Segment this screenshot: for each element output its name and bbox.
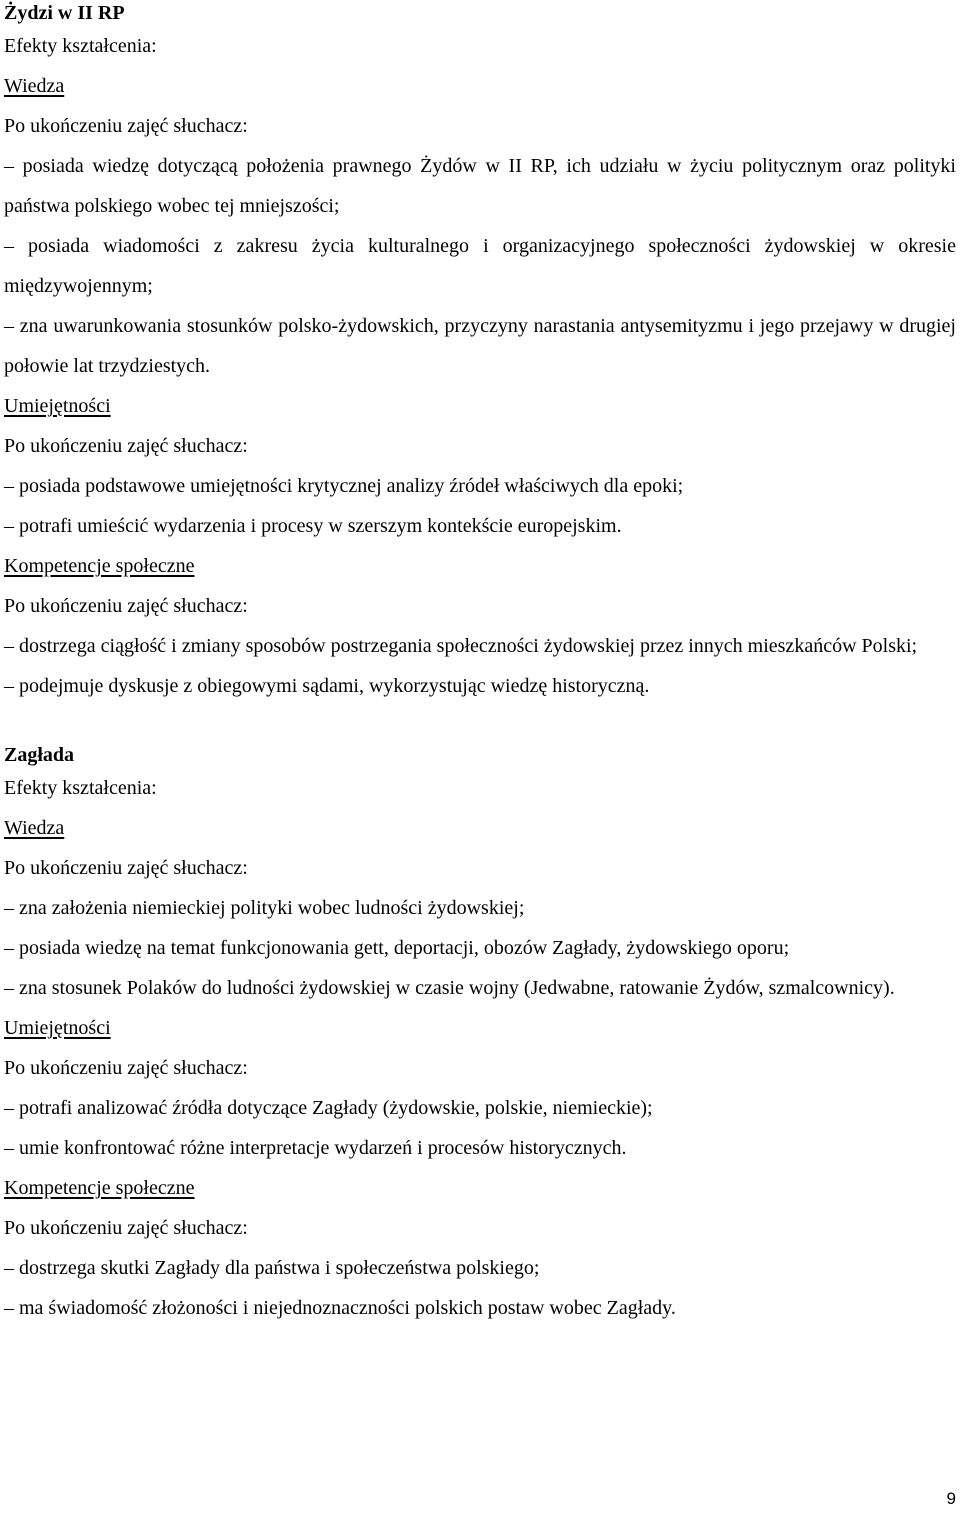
- list-item: – podejmuje dyskusje z obiegowymi sądami, wykorzystując wiedzę historyczną.: [4, 675, 650, 697]
- list-item: – ma świadomość złożoności i niejednoznaczności polskich postaw wobec Zagłady.: [4, 1297, 676, 1319]
- section-title: Żydzi w II RP: [4, 2, 125, 24]
- list-item: – zna stosunek Polaków do ludności żydowskiej w czasie wojny (Jedwabne, ratowanie Żydów, szmalcownicy).: [4, 977, 895, 999]
- group-heading-umiejetnosci: Umiejętności: [4, 1017, 111, 1039]
- list-item: – zna uwarunkowania stosunków polsko-żydowskich, przyczyny narastania antysemityzmu i jego przejawy w drugiej połowie lat trzydziestych.: [4, 315, 956, 377]
- list-item: – posiada wiadomości z zakresu życia kulturalnego i organizacyjnego społeczności żydowskiej w okresie międzywojennym;: [4, 235, 956, 297]
- group-intro: Po ukończeniu zajęć słuchacz:: [4, 115, 248, 137]
- group-heading-wiedza: Wiedza: [4, 75, 65, 97]
- effects-label: Efekty kształcenia:: [4, 777, 157, 799]
- document-page: [4, 0, 956, 1328]
- group-heading-kompetencje: Kompetencje społeczne: [4, 1177, 195, 1199]
- group-intro: Po ukończeniu zajęć słuchacz:: [4, 1057, 248, 1079]
- list-item: – dostrzega skutki Zagłady dla państwa i społeczeństwa polskiego;: [4, 1257, 540, 1279]
- page-number: 9: [946, 1489, 956, 1508]
- section-title: Zagłada: [4, 744, 75, 766]
- list-item: – zna założenia niemieckiej polityki wobec ludności żydowskiej;: [4, 897, 525, 919]
- effects-label: Efekty kształcenia:: [4, 35, 157, 57]
- group-heading-kompetencje: Kompetencje społeczne: [4, 555, 195, 577]
- group-heading-umiejetnosci: Umiejętności: [4, 395, 111, 417]
- group-heading-wiedza: Wiedza: [4, 817, 65, 839]
- group-intro: Po ukończeniu zajęć słuchacz:: [4, 857, 248, 879]
- group-kompetencje-spoleczne: [4, 546, 956, 706]
- section-zydzi-w-ii-rp: [4, 0, 956, 706]
- list-item: – potrafi analizować źródła dotyczące Zagłady (żydowskie, polskie, niemieckie);: [4, 1097, 653, 1119]
- list-item: – posiada wiedzę dotyczącą położenia prawnego Żydów w II RP, ich udziału w życiu politycznym oraz polityki państwa polskiego wobec tej mniejszości;: [4, 155, 956, 217]
- list-item: – potrafi umieścić wydarzenia i procesy w szerszym kontekście europejskim.: [4, 515, 622, 537]
- group-wiedza: [4, 808, 956, 1008]
- list-item: – umie konfrontować różne interpretacje wydarzeń i procesów historycznych.: [4, 1137, 627, 1159]
- list-item: – posiada podstawowe umiejętności krytycznej analizy źródeł właściwych dla epoki;: [4, 475, 684, 497]
- section-zaglada: [4, 742, 956, 1328]
- group-wiedza: [4, 66, 956, 386]
- group-intro: Po ukończeniu zajęć słuchacz:: [4, 435, 248, 457]
- group-umiejetnosci: [4, 1008, 956, 1168]
- list-item: – posiada wiedzę na temat funkcjonowania gett, deportacji, obozów Zagłady, żydowskiego oporu;: [4, 937, 790, 959]
- section-spacer: [4, 706, 956, 742]
- group-intro: Po ukończeniu zajęć słuchacz:: [4, 595, 248, 617]
- group-umiejetnosci: [4, 386, 956, 546]
- group-intro: Po ukończeniu zajęć słuchacz:: [4, 1217, 248, 1239]
- group-kompetencje-spoleczne: [4, 1168, 956, 1328]
- list-item: – dostrzega ciągłość i zmiany sposobów postrzegania społeczności żydowskiej przez innych mieszkańców Polski;: [4, 635, 918, 657]
